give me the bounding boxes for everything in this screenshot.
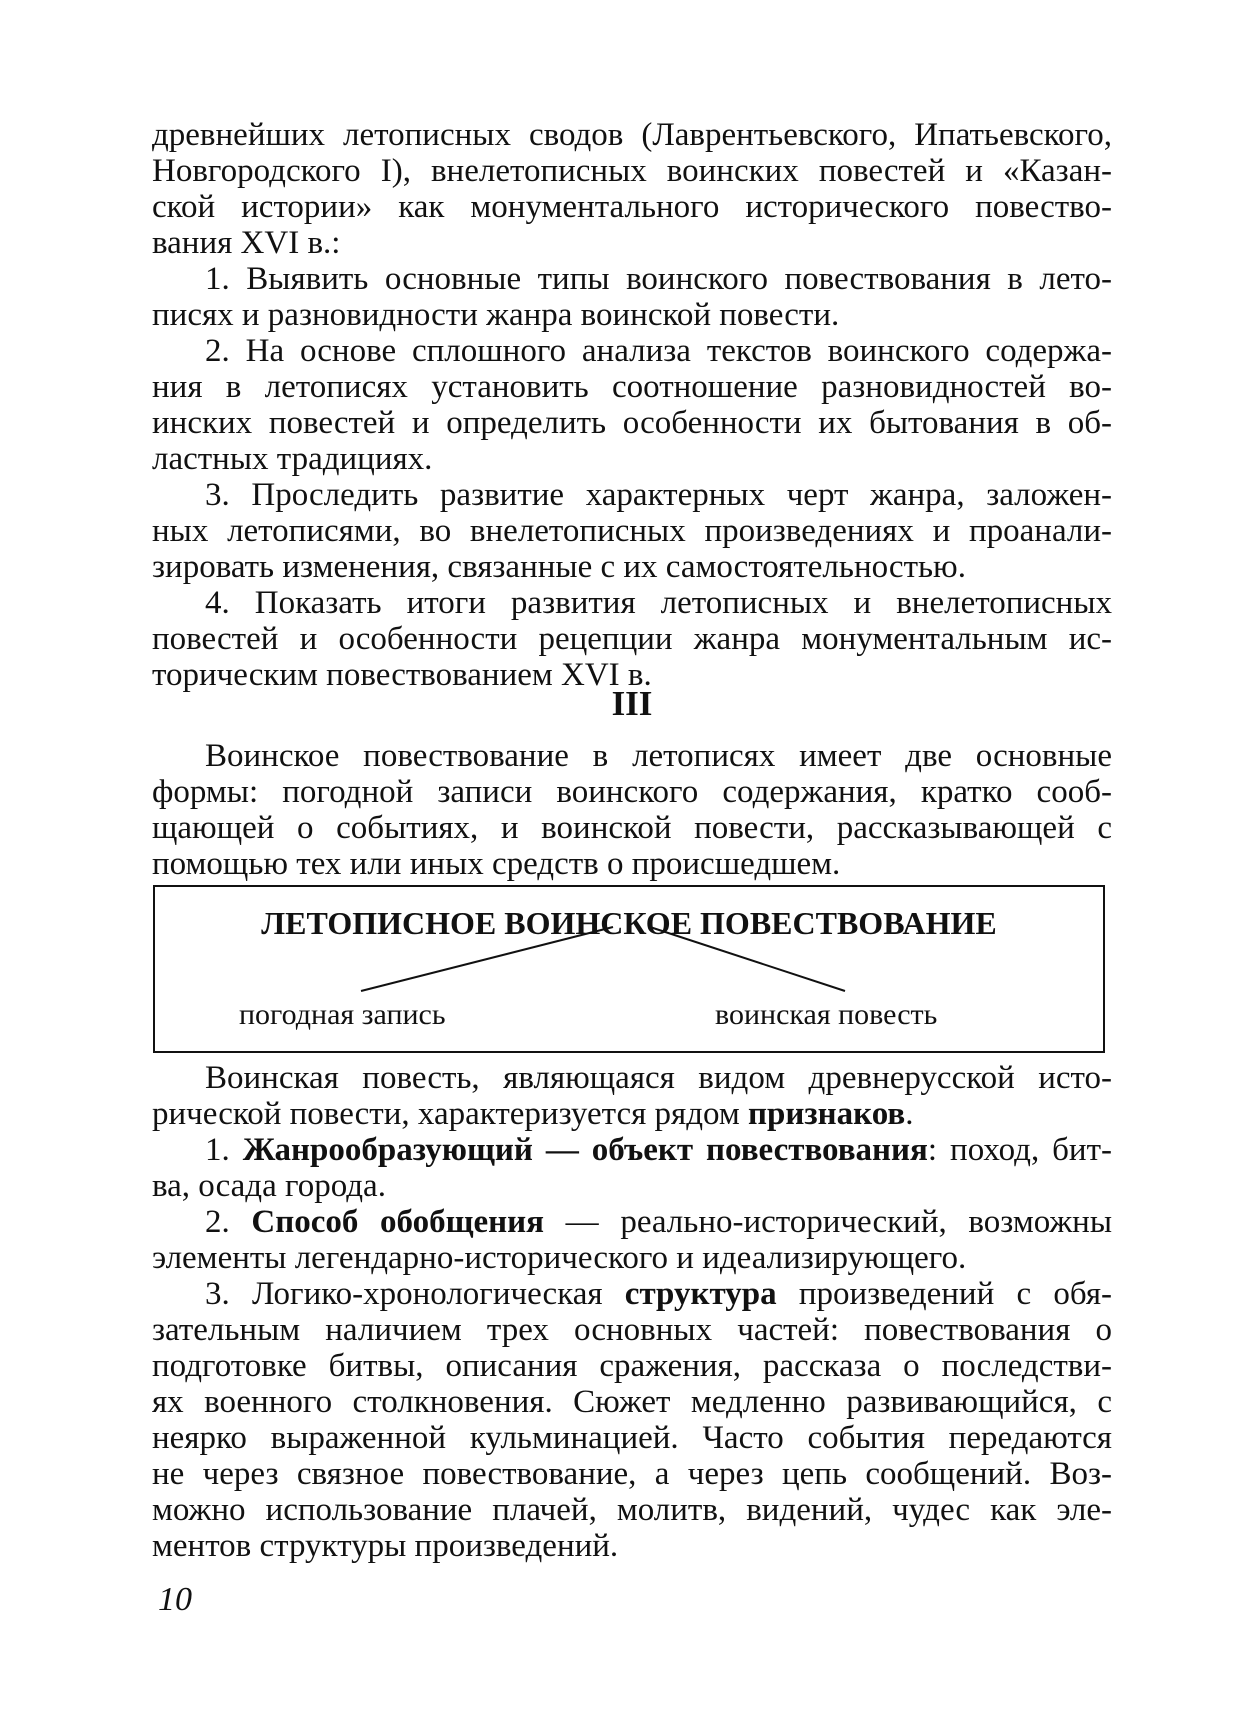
feature-3-line: [205, 1278, 1112, 1311]
task-3-line: 3. Проследить развитие характерных черт жанра, заложен-: [205, 477, 1112, 513]
diagram-left-label: погодная запись: [239, 998, 446, 1031]
feature-2-num: 2.: [205, 1204, 252, 1240]
text-line: ской истории» как монументального исторического повество-: [152, 189, 1112, 225]
feature-3-pre: 3. Логико-хронологическая: [205, 1276, 625, 1312]
feature-intro-line: Воинская повесть, являющаяся видом древнерусской исто-: [205, 1060, 1112, 1096]
section-para-line: Воинское повествование в летописях имеет две основные: [205, 738, 1112, 774]
section-para-line: щающей о событиях, и воинской повести, рассказывающей с: [152, 810, 1112, 846]
feature-1-num: 1.: [205, 1132, 243, 1168]
feature-2-line: элементы легендарно-исторического и идеализирующего.: [152, 1240, 967, 1276]
section-para-line: помощью тех или иных средств о происшедшем.: [152, 846, 841, 882]
task-2-line: ния в летописях установить соотношение разновидностей во-: [152, 369, 1112, 405]
feature-2-bold: Способ обобщения: [251, 1204, 545, 1240]
diagram-title: ЛЕТОПИСНОЕ ВОИНСКОЕ ПОВЕСТВОВАНИЕ: [261, 905, 997, 941]
feature-3-line: не через связное повествование, а через цепь сообщений. Воз-: [152, 1456, 1112, 1492]
text-line: вания XVI в.:: [152, 225, 341, 261]
task-2-line: ластных традициях.: [152, 441, 433, 477]
feature-2-rest: — реально-исторический, возможны: [544, 1204, 1113, 1240]
feature-intro-bold: признаков: [748, 1096, 906, 1132]
task-4-line: 4. Показать итоги развития летописных и внелетописных: [205, 585, 1112, 621]
task-4-line: торическим повествованием XVI в.: [152, 657, 652, 693]
feature-1-line: [205, 1134, 1112, 1167]
task-2-line: инских повестей и определить особенности их бытования в об-: [152, 405, 1112, 441]
text-line: Новгородского I), внелетописных воинских повестей и «Казан-: [152, 153, 1112, 189]
task-2-line: 2. На основе сплошного анализа текстов воинского содержа-: [205, 333, 1112, 369]
section-heading: III: [611, 684, 653, 723]
feature-3-line: ях военного столкновения. Сюжет медленно развивающийся, с: [152, 1384, 1112, 1420]
section-para-line: формы: погодной записи воинского содержания, кратко сооб-: [152, 774, 1112, 810]
text-line: древнейших летописных сводов (Лаврентьевского, Ипатьевского,: [152, 117, 1112, 153]
feature-3-line: зательным наличием трех основных частей: повествования о: [152, 1312, 1112, 1348]
feature-3-bold: структура: [624, 1276, 777, 1312]
feature-intro-line: [152, 1098, 913, 1131]
feature-3-line: подготовке битвы, описания сражения, рассказа о последстви-: [152, 1348, 1112, 1384]
task-3-line: зировать изменения, связанные с их самостоятельностью.: [152, 549, 966, 585]
task-1-line: писях и разновидности жанра воинской повести.: [152, 297, 840, 333]
page-number: 10: [158, 1581, 192, 1618]
feature-3-line: ментов структуры произведений.: [152, 1528, 619, 1564]
task-3-line: ных летописями, во внелетописных произведениях и проанали-: [152, 513, 1112, 549]
feature-1-rest: : поход, бит-: [927, 1132, 1113, 1168]
feature-intro-text: рической повести, характеризуется рядом: [152, 1096, 748, 1132]
task-4-line: повестей и особенности рецепции жанра монументальным ис-: [152, 621, 1112, 657]
diagram-box: [153, 885, 1105, 1053]
feature-intro-end: .: [905, 1096, 914, 1132]
feature-3-line: можно использование плачей, молитв, видений, чудес как эле-: [152, 1492, 1112, 1528]
feature-3-rest: произведений с обя-: [776, 1276, 1112, 1312]
diagram-right-label: воинская повесть: [715, 998, 938, 1031]
task-1-line: 1. Выявить основные типы воинского повествования в лето-: [205, 261, 1112, 297]
feature-3-line: неярко выраженной кульминацией. Часто события передаются: [152, 1420, 1112, 1456]
feature-1-bold: Жанрообразующий — объект повествования: [242, 1132, 928, 1168]
feature-2-line: [205, 1206, 1112, 1239]
feature-1-line: ва, осада города.: [152, 1168, 386, 1204]
